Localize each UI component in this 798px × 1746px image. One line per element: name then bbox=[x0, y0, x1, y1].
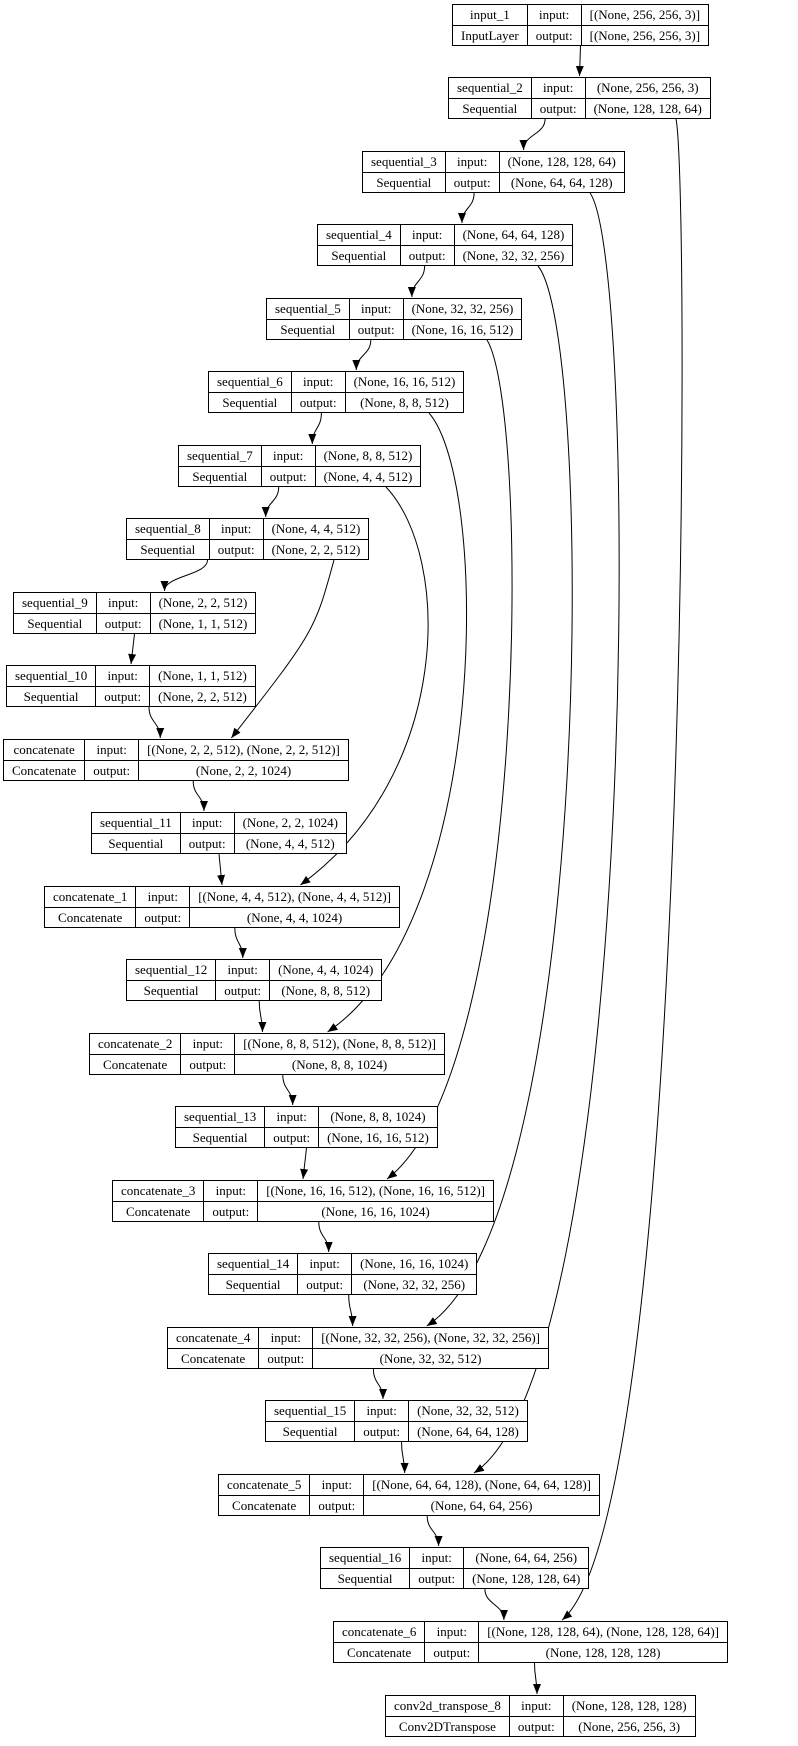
output-label: output: bbox=[84, 760, 138, 780]
input-label: input: bbox=[264, 1107, 318, 1127]
layer-name: sequential_16 bbox=[329, 1550, 402, 1565]
output-label: output: bbox=[95, 686, 149, 706]
input-label: input: bbox=[215, 960, 269, 980]
output-shape: (None, 16, 16, 512) bbox=[318, 1127, 437, 1147]
layer-type: InputLayer bbox=[453, 25, 527, 45]
output-shape: (None, 64, 64, 256) bbox=[363, 1495, 599, 1515]
input-label: input: bbox=[258, 1328, 312, 1348]
output-shape: (None, 2, 2, 512) bbox=[263, 539, 369, 559]
node-sequential_6 bbox=[208, 371, 464, 413]
input-label: input: bbox=[135, 887, 189, 907]
node-sequential_12 bbox=[126, 959, 382, 1001]
edge-paths bbox=[131, 46, 682, 1694]
node-concatenate_3 bbox=[112, 1180, 494, 1222]
layer-type: Concatenate bbox=[4, 760, 84, 780]
layer-type: Sequential bbox=[266, 1421, 354, 1441]
input-shape: (None, 8, 8, 1024) bbox=[318, 1107, 437, 1127]
edge-sequential_8-to-concatenate bbox=[231, 560, 334, 738]
input-shape: [(None, 2, 2, 512), (None, 2, 2, 512)] bbox=[138, 740, 348, 760]
input-label: input: bbox=[531, 78, 585, 98]
node-input_1 bbox=[452, 4, 709, 46]
input-shape: [(None, 4, 4, 512), (None, 4, 4, 512)] bbox=[189, 887, 399, 907]
edge-sequential_4-to-concatenate_4 bbox=[427, 266, 572, 1326]
node-sequential_15 bbox=[265, 1400, 528, 1442]
edge-sequential_15-to-concatenate_5 bbox=[402, 1442, 405, 1473]
input-shape: (None, 32, 32, 256) bbox=[403, 299, 522, 319]
node-concatenate_5 bbox=[218, 1474, 600, 1516]
layer-type: Sequential bbox=[363, 172, 445, 192]
edge-sequential_9-to-sequential_10 bbox=[131, 634, 135, 664]
output-shape: [(None, 256, 256, 3)] bbox=[581, 25, 708, 45]
edge-sequential_8-to-sequential_9 bbox=[165, 560, 208, 591]
input-label: input: bbox=[509, 1696, 563, 1716]
layer-type: Concatenate bbox=[334, 1642, 424, 1662]
input-label: input: bbox=[527, 5, 581, 25]
layer-type: Sequential bbox=[209, 392, 291, 412]
node-sequential_9 bbox=[13, 592, 256, 634]
input-shape: [(None, 8, 8, 512), (None, 8, 8, 512)] bbox=[234, 1034, 444, 1054]
layer-type: Concatenate bbox=[219, 1495, 309, 1515]
node-sequential_5 bbox=[266, 298, 522, 340]
node-sequential_10 bbox=[6, 665, 256, 707]
layer-name: sequential_13 bbox=[184, 1109, 257, 1124]
layer-name: concatenate_6 bbox=[342, 1624, 417, 1639]
layer-type: Sequential bbox=[127, 539, 209, 559]
layer-type: Concatenate bbox=[90, 1054, 180, 1074]
output-shape: (None, 4, 4, 512) bbox=[315, 466, 421, 486]
output-label: output: bbox=[531, 98, 585, 118]
layer-type: Concatenate bbox=[45, 907, 135, 927]
node-sequential_2 bbox=[448, 77, 711, 119]
output-shape: (None, 8, 8, 512) bbox=[269, 980, 381, 1000]
output-shape: (None, 1, 1, 512) bbox=[150, 613, 256, 633]
input-label: input: bbox=[354, 1401, 408, 1421]
input-shape: (None, 64, 64, 256) bbox=[463, 1548, 588, 1568]
input-shape: (None, 4, 4, 1024) bbox=[269, 960, 381, 980]
layer-name: sequential_5 bbox=[275, 301, 341, 316]
input-shape: [(None, 16, 16, 512), (None, 16, 16, 512)] bbox=[257, 1181, 493, 1201]
input-label: input: bbox=[209, 519, 263, 539]
layer-type: Sequential bbox=[267, 319, 349, 339]
layer-name: sequential_7 bbox=[187, 448, 253, 463]
edge-concatenate_6-to-conv2d_transpose_8 bbox=[535, 1663, 538, 1694]
node-concatenate_1 bbox=[44, 886, 400, 928]
layer-name: sequential_11 bbox=[100, 815, 172, 830]
output-label: output: bbox=[400, 245, 454, 265]
edge-sequential_2-to-concatenate_6 bbox=[562, 119, 682, 1620]
layer-type: Sequential bbox=[176, 1127, 264, 1147]
output-shape: (None, 32, 32, 512) bbox=[312, 1348, 548, 1368]
layer-name: conv2d_transpose_8 bbox=[394, 1698, 501, 1713]
node-concatenate_6 bbox=[333, 1621, 728, 1663]
output-shape: (None, 256, 256, 3) bbox=[563, 1716, 695, 1736]
input-label: input: bbox=[349, 299, 403, 319]
node-sequential_13 bbox=[175, 1106, 438, 1148]
layer-type: Sequential bbox=[179, 466, 261, 486]
output-label: output: bbox=[424, 1642, 478, 1662]
input-shape: (None, 128, 128, 64) bbox=[499, 152, 624, 172]
layer-name: sequential_3 bbox=[371, 154, 437, 169]
output-shape: (None, 128, 128, 64) bbox=[463, 1568, 588, 1588]
layer-name: input_1 bbox=[470, 7, 510, 22]
input-shape: [(None, 256, 256, 3)] bbox=[581, 5, 708, 25]
layer-type: Sequential bbox=[92, 833, 180, 853]
input-shape: (None, 2, 2, 512) bbox=[150, 593, 256, 613]
output-shape: (None, 64, 64, 128) bbox=[408, 1421, 527, 1441]
layer-name: concatenate_4 bbox=[176, 1330, 251, 1345]
output-label: output: bbox=[209, 539, 263, 559]
input-shape: (None, 16, 16, 512) bbox=[345, 372, 464, 392]
node-concatenate_2 bbox=[89, 1033, 445, 1075]
output-shape: (None, 8, 8, 512) bbox=[345, 392, 464, 412]
output-label: output: bbox=[96, 613, 150, 633]
input-shape: [(None, 32, 32, 256), (None, 32, 32, 256)] bbox=[312, 1328, 548, 1348]
node-concatenate_4 bbox=[167, 1327, 549, 1369]
input-shape: (None, 2, 2, 1024) bbox=[234, 813, 346, 833]
node-sequential_16 bbox=[320, 1547, 589, 1589]
output-shape: (None, 64, 64, 128) bbox=[499, 172, 624, 192]
edge-concatenate-to-sequential_11 bbox=[193, 781, 204, 811]
output-shape: (None, 2, 2, 512) bbox=[149, 686, 255, 706]
node-concatenate bbox=[3, 739, 349, 781]
output-label: output: bbox=[180, 833, 234, 853]
input-label: input: bbox=[96, 593, 150, 613]
input-shape: (None, 32, 32, 512) bbox=[408, 1401, 527, 1421]
edge-sequential_3-to-concatenate_5 bbox=[474, 193, 619, 1473]
edge-input_1-to-sequential_2 bbox=[580, 46, 581, 76]
node-conv2d_transpose_8 bbox=[385, 1695, 696, 1737]
output-label: output: bbox=[180, 1054, 234, 1074]
input-label: input: bbox=[297, 1254, 351, 1274]
layer-name: sequential_2 bbox=[457, 80, 523, 95]
input-label: input: bbox=[445, 152, 499, 172]
edge-concatenate_3-to-sequential_14 bbox=[319, 1222, 329, 1252]
output-label: output: bbox=[261, 466, 315, 486]
output-shape: (None, 2, 2, 1024) bbox=[138, 760, 348, 780]
input-label: input: bbox=[400, 225, 454, 245]
input-label: input: bbox=[409, 1548, 463, 1568]
input-label: input: bbox=[95, 666, 149, 686]
layer-name: sequential_9 bbox=[22, 595, 88, 610]
edge-sequential_2-to-sequential_3 bbox=[524, 119, 546, 150]
output-label: output: bbox=[203, 1201, 257, 1221]
output-label: output: bbox=[409, 1568, 463, 1588]
output-shape: (None, 128, 128, 64) bbox=[585, 98, 710, 118]
output-label: output: bbox=[509, 1716, 563, 1736]
output-shape: (None, 4, 4, 512) bbox=[234, 833, 346, 853]
layer-type: Concatenate bbox=[168, 1348, 258, 1368]
output-shape: (None, 128, 128, 128) bbox=[478, 1642, 727, 1662]
edge-sequential_6-to-concatenate_2 bbox=[328, 413, 467, 1032]
edge-sequential_10-to-concatenate bbox=[149, 707, 160, 738]
input-label: input: bbox=[261, 446, 315, 466]
layer-type: Sequential bbox=[318, 245, 400, 265]
edge-sequential_14-to-concatenate_4 bbox=[349, 1295, 353, 1326]
layer-type: Sequential bbox=[449, 98, 531, 118]
layer-name: sequential_6 bbox=[217, 374, 283, 389]
output-shape: (None, 8, 8, 1024) bbox=[234, 1054, 444, 1074]
edge-sequential_6-to-sequential_7 bbox=[312, 413, 321, 444]
edge-sequential_12-to-concatenate_2 bbox=[259, 1001, 262, 1032]
edge-concatenate_5-to-sequential_16 bbox=[427, 1516, 438, 1546]
input-shape: (None, 128, 128, 128) bbox=[563, 1696, 695, 1716]
output-label: output: bbox=[309, 1495, 363, 1515]
input-shape: (None, 1, 1, 512) bbox=[149, 666, 255, 686]
node-sequential_11 bbox=[91, 812, 347, 854]
edge-sequential_11-to-concatenate_1 bbox=[219, 854, 222, 885]
input-label: input: bbox=[424, 1622, 478, 1642]
output-shape: (None, 16, 16, 1024) bbox=[257, 1201, 493, 1221]
edge-concatenate_1-to-sequential_12 bbox=[235, 928, 243, 958]
edge-sequential_13-to-concatenate_3 bbox=[303, 1148, 307, 1179]
output-shape: (None, 32, 32, 256) bbox=[454, 245, 573, 265]
layer-type: Concatenate bbox=[113, 1201, 203, 1221]
node-sequential_7 bbox=[178, 445, 421, 487]
input-shape: (None, 8, 8, 512) bbox=[315, 446, 421, 466]
edge-sequential_5-to-sequential_6 bbox=[356, 340, 371, 370]
node-sequential_14 bbox=[208, 1253, 477, 1295]
output-label: output: bbox=[215, 980, 269, 1000]
output-shape: (None, 4, 4, 1024) bbox=[189, 907, 399, 927]
layer-name: concatenate_5 bbox=[227, 1477, 302, 1492]
output-label: output: bbox=[135, 907, 189, 927]
node-sequential_4 bbox=[317, 224, 573, 266]
layer-type: Sequential bbox=[127, 980, 215, 1000]
layer-name: sequential_10 bbox=[15, 668, 88, 683]
layer-name: concatenate_3 bbox=[121, 1183, 196, 1198]
input-label: input: bbox=[203, 1181, 257, 1201]
layer-name: concatenate_2 bbox=[98, 1036, 173, 1051]
layer-name: sequential_14 bbox=[217, 1256, 290, 1271]
layer-type: Sequential bbox=[321, 1568, 409, 1588]
input-label: input: bbox=[180, 1034, 234, 1054]
layer-type: Sequential bbox=[209, 1274, 297, 1294]
output-label: output: bbox=[445, 172, 499, 192]
input-label: input: bbox=[291, 372, 345, 392]
output-shape: (None, 32, 32, 256) bbox=[351, 1274, 476, 1294]
input-label: input: bbox=[309, 1475, 363, 1495]
edge-sequential_3-to-sequential_4 bbox=[462, 193, 474, 223]
layer-name: concatenate bbox=[13, 742, 75, 757]
edge-concatenate_2-to-sequential_13 bbox=[283, 1075, 293, 1105]
layer-name: sequential_12 bbox=[135, 962, 208, 977]
output-label: output: bbox=[258, 1348, 312, 1368]
edge-sequential_7-to-sequential_8 bbox=[266, 487, 279, 517]
output-label: output: bbox=[291, 392, 345, 412]
layer-name: concatenate_1 bbox=[53, 889, 128, 904]
edge-concatenate_4-to-sequential_15 bbox=[373, 1369, 383, 1399]
edge-sequential_4-to-sequential_5 bbox=[412, 266, 425, 297]
layer-type: Sequential bbox=[7, 686, 95, 706]
input-shape: (None, 4, 4, 512) bbox=[263, 519, 369, 539]
layer-name: sequential_15 bbox=[274, 1403, 347, 1418]
input-shape: (None, 16, 16, 1024) bbox=[351, 1254, 476, 1274]
output-label: output: bbox=[264, 1127, 318, 1147]
node-sequential_8 bbox=[126, 518, 369, 560]
layer-name: sequential_8 bbox=[135, 521, 201, 536]
layer-name: sequential_4 bbox=[326, 227, 392, 242]
layer-type: Sequential bbox=[14, 613, 96, 633]
output-label: output: bbox=[354, 1421, 408, 1441]
layer-type: Conv2DTranspose bbox=[386, 1716, 509, 1736]
output-label: output: bbox=[527, 25, 581, 45]
node-sequential_3 bbox=[362, 151, 625, 193]
output-shape: (None, 16, 16, 512) bbox=[403, 319, 522, 339]
input-shape: [(None, 128, 128, 64), (None, 128, 128, 64)] bbox=[478, 1622, 727, 1642]
edge-sequential_16-to-concatenate_6 bbox=[485, 1589, 504, 1620]
output-label: output: bbox=[349, 319, 403, 339]
input-shape: [(None, 64, 64, 128), (None, 64, 64, 128)] bbox=[363, 1475, 599, 1495]
output-label: output: bbox=[297, 1274, 351, 1294]
input-label: input: bbox=[180, 813, 234, 833]
input-shape: (None, 64, 64, 128) bbox=[454, 225, 573, 245]
input-shape: (None, 256, 256, 3) bbox=[585, 78, 710, 98]
input-label: input: bbox=[84, 740, 138, 760]
